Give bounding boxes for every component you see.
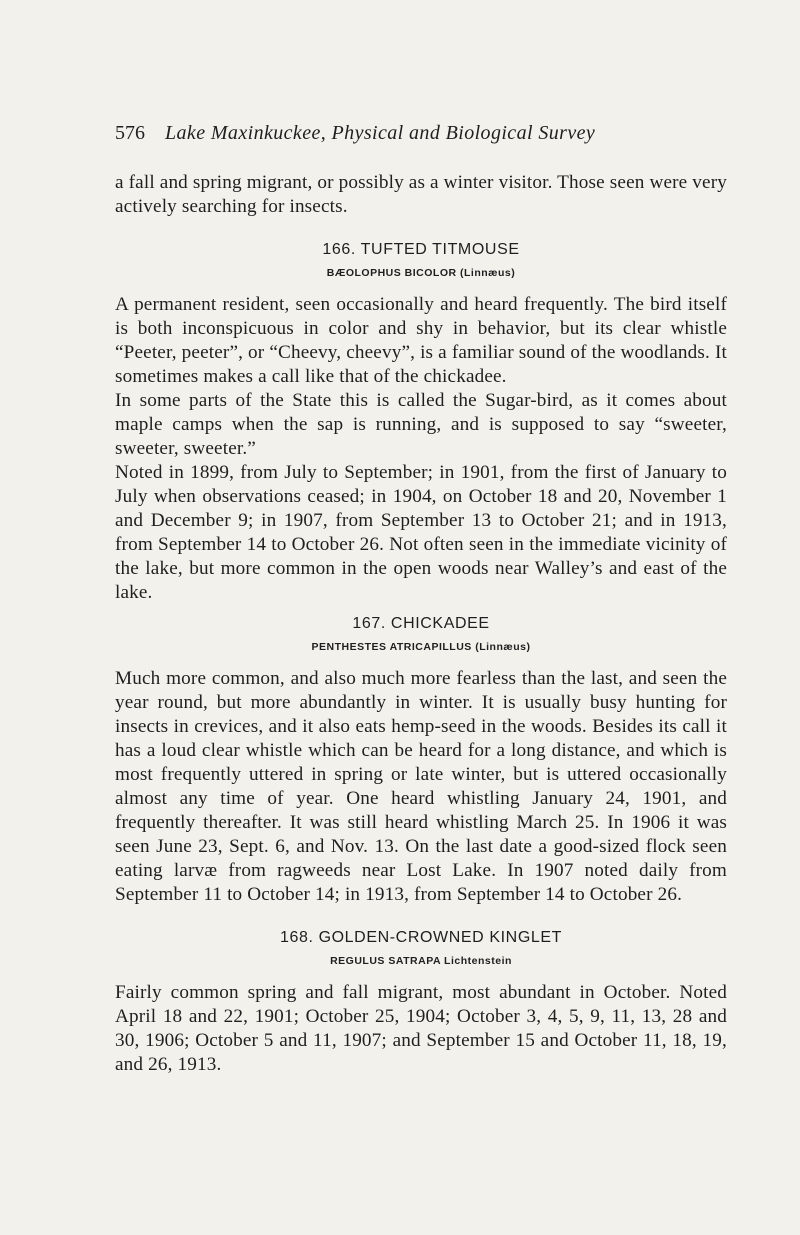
book-page: [115, 122, 727, 1077]
species-latin-168: REGULUS SATRAPA Lichtenstein: [330, 955, 512, 967]
paragraph-168-1: Fairly common spring and fall migrant, most abundant in October. Noted April 18 and 22, 1901; October 25, 1904; October 3, 4, 5, 9, 11, 13, 28 and 30, 1906; October 5 and 11, 1907; and September 15 and October 11, 18, 19, and 26, 1913.: [115, 982, 727, 1075]
book-title: Lake Maxinkuckee, Physical and Biological Survey: [165, 122, 596, 144]
species-heading-167: 167. CHICKADEE: [352, 615, 490, 632]
species-latin-166: BÆOLOPHUS BICOLOR (Linnæus): [326, 267, 516, 279]
paragraph-167-1: Much more common, and also much more fearless than the last, and seen the year round, but more abundantly in winter. It is usually busy hunting for insects in crevices, and it also eats hemp-seed in the woods. Besides its call it has a loud clear whistle which can be heard for a long distance, and which is most frequently uttered in spring or late winter, but is uttered occasionally almost any time of year. One heard whistling January 24, 1901, and frequently thereafter. It was still heard whistling March 25. In 1906 it was seen June 23, Sept. 6, and Nov. 13. On the last date a good-sized flock seen eating larvæ from ragweeds near Lost Lake. In 1907 noted daily from September 11 to October 14; in 1913, from September 14 to October 26.: [115, 668, 727, 905]
intro-paragraph: a fall and spring migrant, or possibly as a winter visitor. Those seen were very actively searching for insects.: [115, 172, 727, 217]
species-latin-167: PENTHESTES ATRICAPILLUS (Linnæus): [311, 641, 531, 653]
running-header: [115, 122, 727, 145]
species-heading-166: 166. TUFTED TITMOUSE: [322, 241, 520, 258]
page-number: 576: [115, 122, 145, 144]
paragraph-166-2: In some parts of the State this is called the Sugar-bird, as it comes about maple camps when the sap is running, and is supposed to say “sweeter, sweeter, sweeter.”: [115, 390, 727, 459]
species-heading-168: 168. GOLDEN-CROWNED KINGLET: [279, 929, 563, 946]
paragraph-166-1: A permanent resident, seen occasionally and heard frequently. The bird itself is both inconspicuous in color and shy in behavior, but its clear whistle “Peeter, peeter”, or “Cheevy, cheevy”, is a familiar sound of the woodlands. It sometimes makes a call like that of the chickadee.: [115, 294, 727, 387]
paragraph-166-3: Noted in 1899, from July to September; in 1901, from the first of January to July when observations ceased; in 1904, on October 18 and 20, November 1 and December 9; in 1907, from September 13 to October 21; and in 1913, from September 14 to October 26. Not often seen in the immediate vicinity of the lake, but more common in the open woods near Walley’s and east of the lake.: [115, 462, 727, 603]
